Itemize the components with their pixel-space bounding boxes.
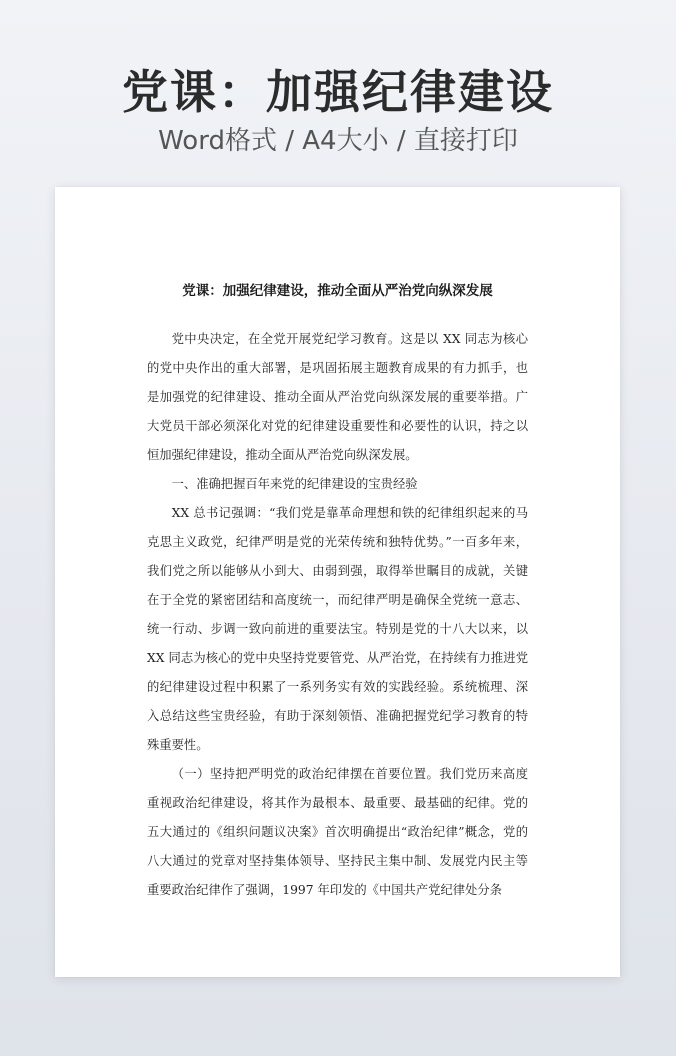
page-subtitle: Word格式 / A4大小 / 直接打印 (158, 126, 518, 156)
page-title: 党课：加强纪律建设 (122, 65, 554, 119)
hero-header (0, 62, 676, 158)
paragraph-quote: XX 总书记强调：“我们党是靠革命理想和铁的纪律组织起来的马克思主义政党，纪律严明是党的光荣传统和独特优势。”一百多年来，我们党之所以能够从小到大、由弱到强，取得举世瞩目的成就，关键在于全党的紧密团结和高度统一，而纪律严明是确保全党统一意志、统一行动、步调一致向前进的重要法宝。特别是党的十八大以来，以 XX 同志为核心的党中央坚持党要管党、从严治党，在持续有力推进党的纪律建设过程中积累了一系列务实有效的实践经验。系统梳理、深入总结这些宝贵经验，有助于深刻领悟、准确把握党纪学习教育的特殊重要性。 (147, 506, 528, 752)
section-heading-1: 一、准确把握百年来党的纪律建设的宝贵经验 (171, 477, 418, 491)
paragraph-intro: 党中央决定，在全党开展党纪学习教育。这是以 XX 同志为核心的党中央作出的重大部署，是巩固拓展主题教育成果的有力抓手，也是加强党的纪律建设、推动全面从严治党向纵深发展的重要举措。广大党员干部必须深化对党的纪律建设重要性和必要性的认识，持之以恒加强纪律建设，推动全面从严治党向纵深发展。 (147, 332, 528, 462)
paragraph-subsection-1: （一）坚持把严明党的政治纪律摆在首要位置。我们党历来高度重视政治纪律建设，将其作为最根本、最重要、最基础的纪律。党的五大通过的《组织问题议决案》首次明确提出“政治纪律”概念，党的八大通过的党章对坚持集体领导、坚持民主集中制、发展党内民主等重要政治纪律作了强调，1997 年印发的《中国共产党纪律处分条 (147, 767, 528, 897)
document-page (55, 187, 620, 977)
document-body (147, 325, 528, 905)
document-title: 党课：加强纪律建设，推动全面从严治党向纵深发展 (182, 283, 493, 299)
